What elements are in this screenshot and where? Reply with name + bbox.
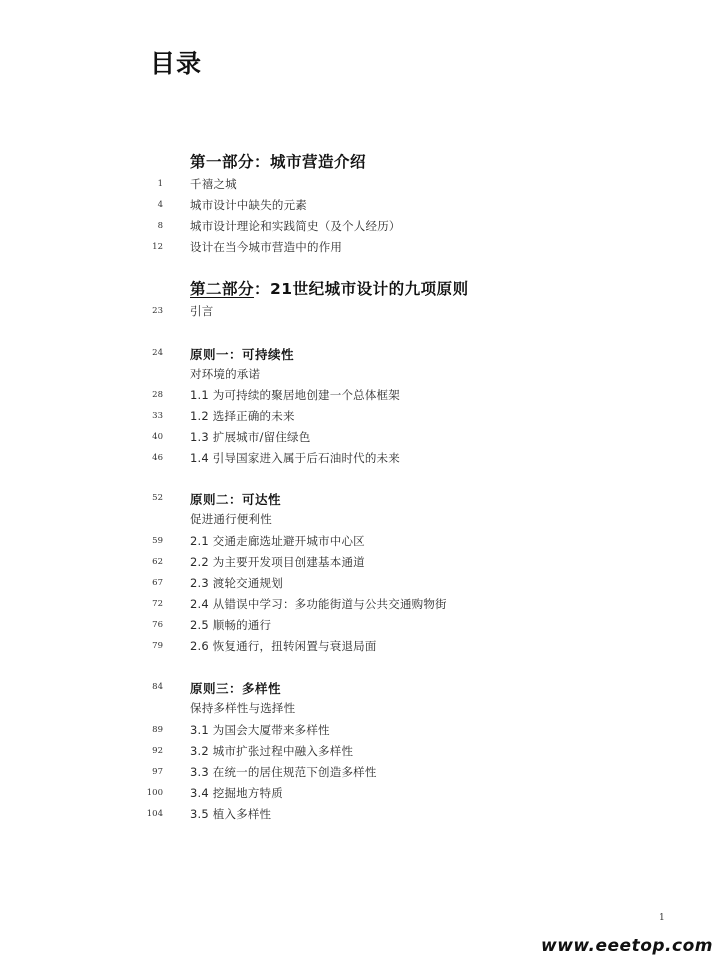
toc-entry[interactable] <box>0 575 721 595</box>
toc-entry[interactable] <box>0 722 721 742</box>
entry-title: 引言 <box>190 304 214 318</box>
toc-entry[interactable] <box>0 743 721 763</box>
entry-title: 3.4 挖掘地方特质 <box>190 786 283 800</box>
entry-title: 3.1 为国会大厦带来多样性 <box>190 723 330 737</box>
page-number: 59 <box>152 536 163 546</box>
principle-heading[interactable] <box>0 345 721 365</box>
entry-title: 3.3 在统一的居住规范下创造多样性 <box>190 765 377 779</box>
toc-entry[interactable] <box>0 176 721 196</box>
page-folio: 1 <box>659 913 665 923</box>
entry-title: 城市设计理论和实践简史（及个人经历） <box>190 219 401 233</box>
page-number: 40 <box>152 432 163 442</box>
page-number: 23 <box>152 306 163 316</box>
page-number: 8 <box>157 221 163 231</box>
principle-title: 原则一：可持续性 <box>190 347 295 362</box>
page-number: 62 <box>152 557 163 567</box>
part2-heading <box>190 277 469 299</box>
entry-title: 2.6 恢复通行，扭转闲置与衰退局面 <box>190 639 377 653</box>
toc-entry[interactable] <box>0 533 721 553</box>
entry-title: 1.4 引导国家进入属于后石油时代的未来 <box>190 451 400 465</box>
toc-entry[interactable] <box>0 303 721 323</box>
principle-subtitle <box>0 700 721 720</box>
page-number: 1 <box>157 179 163 189</box>
entry-title: 2.5 顺畅的通行 <box>190 618 272 632</box>
toc-entry[interactable] <box>0 785 721 805</box>
principle-title: 原则二：可达性 <box>190 492 282 507</box>
entry-title: 3.5 植入多样性 <box>190 807 272 821</box>
entry-title: 设计在当今城市营造中的作用 <box>190 240 343 254</box>
subtitle-text: 促进通行便利性 <box>190 512 272 526</box>
toc-entry[interactable] <box>0 218 721 238</box>
toc-entry[interactable] <box>0 554 721 574</box>
page-title: 目录 <box>150 49 203 78</box>
subtitle-text: 保持多样性与选择性 <box>190 701 296 715</box>
entry-title: 城市设计中缺失的元素 <box>190 198 307 212</box>
toc-entry[interactable] <box>0 197 721 217</box>
toc-entry[interactable] <box>0 429 721 449</box>
part1-heading: 第一部分：城市营造介绍 <box>190 153 367 171</box>
watermark-text: www.eeetop.com <box>541 936 713 956</box>
page-number: 67 <box>152 578 163 588</box>
toc-entry[interactable] <box>0 806 721 826</box>
entry-title: 1.2 选择正确的未来 <box>190 409 295 423</box>
part2-heading-label: 第二部分 <box>190 280 255 298</box>
entry-title: 2.1 交通走廊选址避开城市中心区 <box>190 534 365 548</box>
page-number: 52 <box>152 493 163 503</box>
toc-entry[interactable] <box>0 764 721 784</box>
page-number: 97 <box>152 767 163 777</box>
toc-entry[interactable] <box>0 596 721 616</box>
entry-title: 3.2 城市扩张过程中融入多样性 <box>190 744 354 758</box>
page-number: 100 <box>146 788 163 798</box>
page-number: 104 <box>146 809 163 819</box>
page-number: 12 <box>152 242 163 252</box>
entry-title: 1.1 为可持续的聚居地创建一个总体框架 <box>190 388 400 402</box>
toc-entry[interactable] <box>0 450 721 470</box>
page-number: 79 <box>152 641 163 651</box>
entry-title: 千禧之城 <box>190 177 237 191</box>
principle-heading[interactable] <box>0 679 721 699</box>
entry-title: 2.3 渡轮交通规划 <box>190 576 283 590</box>
page-number: 89 <box>152 725 163 735</box>
page-number: 4 <box>157 200 163 210</box>
principle-heading[interactable] <box>0 490 721 510</box>
page-number: 84 <box>152 682 163 692</box>
part2-heading-title: ：21世纪城市设计的九项原则 <box>254 280 469 298</box>
entry-title: 2.4 从错误中学习：多功能街道与公共交通购物街 <box>190 597 447 611</box>
toc-entry[interactable] <box>0 408 721 428</box>
toc-entry[interactable] <box>0 638 721 658</box>
page-number: 72 <box>152 599 163 609</box>
page-number: 24 <box>152 348 163 358</box>
entry-title: 1.3 扩展城市/留住绿色 <box>190 430 311 444</box>
page-number: 46 <box>152 453 163 463</box>
principle-title: 原则三：多样性 <box>190 681 282 696</box>
entry-title: 2.2 为主要开发项目创建基本通道 <box>190 555 365 569</box>
principle-subtitle <box>0 511 721 531</box>
toc-entry[interactable] <box>0 617 721 637</box>
toc-entry[interactable] <box>0 387 721 407</box>
page-number: 92 <box>152 746 163 756</box>
toc-entry[interactable] <box>0 239 721 259</box>
page-number: 33 <box>152 411 163 421</box>
principle-subtitle <box>0 366 721 386</box>
page-number: 76 <box>152 620 163 630</box>
subtitle-text: 对环境的承诺 <box>190 367 261 381</box>
page-number: 28 <box>152 390 163 400</box>
